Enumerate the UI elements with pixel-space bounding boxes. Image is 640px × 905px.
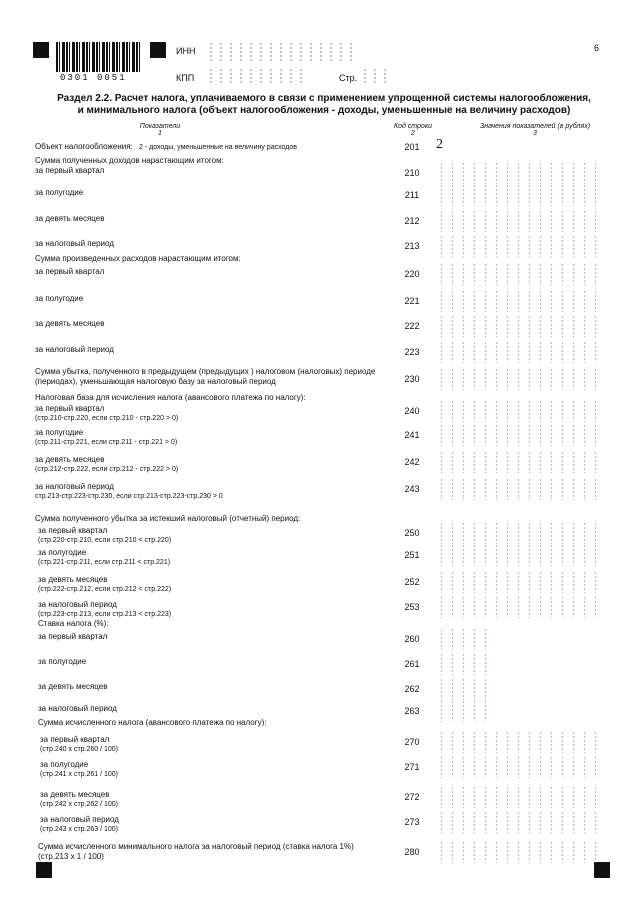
code-261: 261 xyxy=(404,659,420,669)
row-label-main: за девять месяцев xyxy=(35,214,105,223)
value-cells-241[interactable] xyxy=(436,424,604,446)
row-label-formula: (стр.221-стр.211, если стр.211 < стр.221) xyxy=(38,559,171,566)
code-280: 280 xyxy=(404,847,420,857)
corner-marker-top-left xyxy=(33,42,49,58)
code-201: 201 xyxy=(404,142,420,152)
row-label-main: за полугодие xyxy=(35,294,84,303)
row-label-main: за полугодие xyxy=(35,428,84,437)
code-252: 252 xyxy=(404,577,420,587)
code-210: 210 xyxy=(404,168,420,178)
code-273: 273 xyxy=(404,817,420,827)
value-cells-240[interactable] xyxy=(436,400,604,422)
value-cells-263[interactable] xyxy=(436,700,496,722)
page-cells[interactable] xyxy=(360,68,390,84)
row-label-main: за полугодие xyxy=(38,548,87,557)
value-cells-261[interactable] xyxy=(436,653,496,675)
value-cells-220[interactable] xyxy=(436,263,604,285)
row-label-main: за девять месяцев xyxy=(35,319,105,328)
row-label-263 xyxy=(38,704,117,714)
row-label-main: за налоговый период xyxy=(38,600,117,609)
kpp-cells[interactable] xyxy=(206,68,302,84)
row-label-main: за девять месяцев xyxy=(35,455,105,464)
row-label-252 xyxy=(38,575,171,595)
row-label-main: за налоговый период xyxy=(35,239,114,248)
code-263: 263 xyxy=(404,706,420,716)
row-label-formula: (стр.212-стр.222, если стр.212 - стр.222 > 0) xyxy=(35,466,179,473)
value-cells-250[interactable] xyxy=(436,522,604,544)
row-label-222 xyxy=(35,319,104,329)
code-250: 250 xyxy=(404,528,420,538)
code-243: 243 xyxy=(404,484,420,494)
value-cells-213[interactable] xyxy=(436,235,604,257)
row-label-main: за налоговый период xyxy=(40,815,119,824)
inn-label: ИНН xyxy=(176,46,196,56)
row-label-240 xyxy=(35,404,178,424)
code-270: 270 xyxy=(404,737,420,747)
row-label-main: за первый квартал xyxy=(35,404,105,413)
code-271: 271 xyxy=(404,762,420,772)
value-cells-260[interactable] xyxy=(436,628,496,650)
row-label-main: за налоговый период xyxy=(35,482,114,491)
code-223: 223 xyxy=(404,347,420,357)
col-values-header: Значения показателей (в рублях) 3 xyxy=(479,123,591,137)
row-label-250 xyxy=(38,526,171,546)
row-label-270 xyxy=(40,735,118,755)
row-label-243 xyxy=(35,482,223,502)
row-label-formula: (стр.223-стр.213, если стр.213 < стр.223) xyxy=(38,611,172,618)
code-240: 240 xyxy=(404,406,420,416)
group-calc: Сумма исчисленного налога (авансового платежа по налогу): xyxy=(38,718,267,727)
value-cells-243[interactable] xyxy=(436,478,604,500)
row-label-main: за первый квартал xyxy=(38,526,108,535)
row-label-main: за первый квартал xyxy=(40,735,110,744)
row-label-210 xyxy=(35,166,104,176)
group-loss-cur: Сумма полученного убытка за истекший налоговый (отчетный) период: xyxy=(35,514,301,523)
group-rate: Ставка налога (%): xyxy=(38,619,109,628)
value-cells-253[interactable] xyxy=(436,596,604,618)
row-label-main: за налоговый период xyxy=(38,704,117,713)
row-label-formula: (стр.210-стр.220, если стр.210 - стр.220 > 0) xyxy=(35,415,179,422)
code-241: 241 xyxy=(404,430,420,440)
code-220: 220 xyxy=(404,269,420,279)
value-cells-270[interactable] xyxy=(436,731,604,753)
value-cells-212[interactable] xyxy=(436,210,604,232)
row-label-main: за первый квартал xyxy=(35,267,105,276)
row-label-251 xyxy=(38,548,170,568)
row-label-main: за налоговый период xyxy=(35,345,114,354)
row-label-formula: (стр.220-стр.210, если стр.210 < стр.220) xyxy=(38,537,172,544)
row-label-formula: (стр.241 х стр.261 / 100) xyxy=(40,771,119,778)
group-loss-prev: Сумма убытка, полученного в предыдущем (предыдущих ) налоговом (налоговых) периоде (периодах), уменьшающая налоговую базу за налоговый период xyxy=(35,367,376,386)
value-cells-223[interactable] xyxy=(436,341,604,363)
value-cells-221[interactable] xyxy=(436,290,604,312)
row-label-261 xyxy=(38,657,86,667)
value-cells-272[interactable] xyxy=(436,786,604,808)
kpp-label: КПП xyxy=(176,73,195,83)
row-label-253 xyxy=(38,600,171,620)
code-242: 242 xyxy=(404,457,420,467)
code-253: 253 xyxy=(404,602,420,612)
barcode xyxy=(56,42,142,72)
page-number: 6 xyxy=(594,43,600,53)
value-cells-262[interactable] xyxy=(436,678,496,700)
value-cells-251[interactable] xyxy=(436,544,604,566)
row-label-272 xyxy=(40,790,118,810)
row-label-formula: (стр.240 х стр.260 / 100) xyxy=(40,746,119,753)
group-income: Сумма полученных доходов нарастающим итогом: xyxy=(35,156,224,165)
row-label-271 xyxy=(40,760,118,780)
row-label-formula: (стр.242 х стр.262 / 100) xyxy=(40,801,119,808)
row-label-212 xyxy=(35,214,104,224)
row-label-262 xyxy=(38,682,107,692)
row-label-main: за полугодие xyxy=(40,760,89,769)
section-title xyxy=(34,93,614,117)
code-222: 222 xyxy=(404,321,420,331)
row-label-main: за полугодие xyxy=(38,657,87,666)
row-label-221 xyxy=(35,294,83,304)
row-label-formula: стр.213-стр.223-стр.230, если стр.213-стр.223-стр.230 > 0 xyxy=(35,493,223,500)
code-260: 260 xyxy=(404,634,420,644)
row-label-242 xyxy=(35,455,178,475)
code-211: 211 xyxy=(404,190,420,200)
code-213: 213 xyxy=(404,241,420,251)
group-expenses: Сумма произведенных расходов нарастающим итогом: xyxy=(35,254,241,263)
value-cells-222[interactable] xyxy=(436,315,604,337)
row-label-260 xyxy=(38,632,107,642)
group-min-tax: Сумма исчисленного минимального налога за налоговый период (ставка налога 1%) (стр.213 х 1 / 100) xyxy=(38,842,354,861)
value-cells-252[interactable] xyxy=(436,571,604,593)
object-hint: 2 - доходы, уменьшенные на величину расходов xyxy=(139,144,297,151)
code-221: 221 xyxy=(404,296,420,306)
inn-cells[interactable] xyxy=(206,42,356,62)
row-label-211 xyxy=(35,188,83,198)
value-cells-273[interactable] xyxy=(436,811,604,833)
object-value[interactable]: 2 xyxy=(436,137,443,152)
row-label-220 xyxy=(35,267,104,277)
row-label-main: за девять месяцев xyxy=(38,575,108,584)
value-cells-211[interactable] xyxy=(436,184,604,206)
barcode-number: 0301 0051 xyxy=(60,73,127,83)
row-label-241 xyxy=(35,428,177,448)
value-cells-280[interactable] xyxy=(436,841,604,863)
row-label-formula: (стр.211-стр.221, если стр.211 - стр.221 > 0) xyxy=(35,439,178,446)
row-label-223 xyxy=(35,345,114,355)
col-indicators-header: Показатели 1 xyxy=(139,123,181,137)
page-label: Стр. xyxy=(339,73,358,83)
code-272: 272 xyxy=(404,792,420,802)
value-cells-271[interactable] xyxy=(436,756,604,778)
code-262: 262 xyxy=(404,684,420,694)
row-label-273 xyxy=(40,815,119,835)
corner-marker-top-mid xyxy=(150,42,166,58)
code-230: 230 xyxy=(404,374,420,384)
value-cells-242[interactable] xyxy=(436,451,604,473)
row-label-main: за первый квартал xyxy=(35,166,105,175)
row-label-formula: (стр.222-стр.212, если стр.212 < стр.222) xyxy=(38,586,172,593)
row-label-main: за девять месяцев xyxy=(38,682,108,691)
col-code-header: Код строки 2 xyxy=(393,123,433,137)
object-label: Объект налогообложения: 2 - доходы, уменьшенные на величину расходов xyxy=(35,142,297,151)
corner-marker-bottom-left xyxy=(36,862,52,878)
code-251: 251 xyxy=(404,550,420,560)
row-label-main: за полугодие xyxy=(35,188,84,197)
group-taxbase: Налоговая база для исчисления налога (авансового платежа по налогу): xyxy=(35,393,306,402)
row-label-formula: (стр.243 х стр.263 / 100) xyxy=(40,826,119,833)
section-title-line1: Раздел 2.2. Расчет налога, уплачиваемого в связи с применением упрощенной системы налогообложения, xyxy=(57,93,591,104)
value-cells-210[interactable] xyxy=(436,162,604,184)
value-cells-230[interactable] xyxy=(436,368,604,390)
corner-marker-bottom-right xyxy=(594,862,610,878)
code-212: 212 xyxy=(404,216,420,226)
row-label-213 xyxy=(35,239,114,249)
row-label-main: за девять месяцев xyxy=(40,790,110,799)
row-label-main: за первый квартал xyxy=(38,632,108,641)
section-title-line2: и минимального налога (объект налогообложения - доходы, уменьшенные на величину расходов) xyxy=(77,105,571,116)
